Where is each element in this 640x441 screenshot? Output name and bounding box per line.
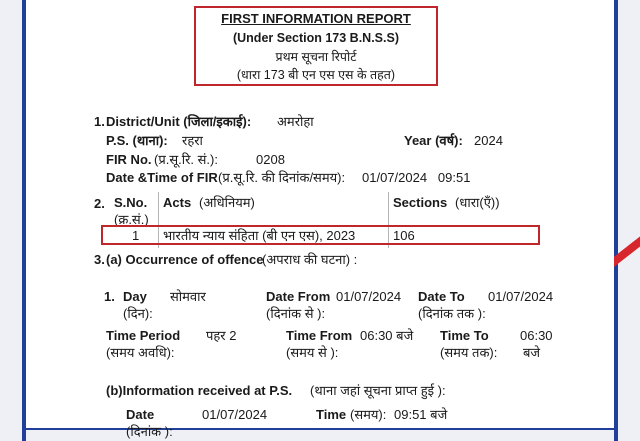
date-to-value: 01/07/2024 [488, 289, 554, 304]
info-date-value: 01/07/2024 [202, 407, 268, 422]
district-value: अमरोहा [277, 114, 314, 129]
year-value: 2024 [474, 133, 503, 148]
sno-header: S.No. [114, 195, 148, 210]
sections-header: Sections [393, 195, 448, 210]
time-to-suffix: बजे [523, 345, 541, 360]
date-to-label: Date To [418, 289, 465, 304]
fir-datetime-hindi-label: (प्र.सू.रि. की दिनांक/समय): [218, 170, 346, 185]
time-period-label: Time Period [106, 328, 181, 343]
act-row-sections: 106 [393, 228, 415, 243]
report-title: FIRST INFORMATION REPORT [221, 11, 411, 26]
time-to-value: 06:30 [520, 328, 553, 343]
occurrence-item-number: 1. [104, 289, 115, 304]
act-row-name: भारतीय न्याय संहिता (बी एन एस), 2023 [163, 228, 356, 243]
fir-no-value: 0208 [256, 152, 285, 167]
time-to-label: Time To [440, 328, 489, 343]
day-value: सोमवार [170, 289, 206, 304]
district-label: District/Unit (जिला/इकाई): [106, 114, 252, 129]
year-label: Year (वर्ष): [404, 133, 463, 148]
report-hindi-title: प्रथम सूचना रिपोर्ट [275, 50, 357, 64]
report-subtitle: (Under Section 173 B.N.S.S) [232, 31, 399, 45]
fir-no-hindi-label: (प्र.सू.रि. सं.): [154, 152, 218, 167]
fir-no-label: FIR No. [106, 152, 152, 167]
date-to-hindi-label: (दिनांक तक ): [418, 306, 486, 321]
section-1-number: 1. [94, 114, 105, 129]
sections-header-hindi: (धारा(एँ)) [455, 195, 500, 210]
occurrence-heading-hindi: (अपराध की घटना) : [262, 252, 358, 267]
info-received-heading: (b)Information received at P.S. [106, 383, 293, 398]
time-period-hindi-label: (समय अवधि): [106, 345, 175, 360]
section-2-number: 2. [94, 196, 105, 211]
ps-value: रहरा [182, 133, 203, 148]
frame-right-border [614, 0, 618, 441]
info-received-heading-hindi: (थाना जहां सूचना प्राप्त हुई ): [310, 383, 446, 398]
day-label: Day [123, 289, 147, 304]
act-row-sno: 1 [132, 228, 140, 243]
acts-header: Acts [163, 195, 192, 210]
frame-bottom-border [22, 428, 618, 430]
occurrence-heading: (a) Occurrence of offence [106, 252, 264, 267]
sno-header-hindi: (क्र.सं.) [114, 212, 149, 227]
info-time-value: 09:51 बजे [394, 407, 448, 422]
time-from-label: Time From [286, 328, 353, 343]
report-hindi-subtitle: (धारा 173 बी एन एस एस के तहत) [236, 68, 396, 82]
fir-datetime-label: Date &Time of FIR [106, 170, 218, 185]
time-from-value: 06:30 बजे [360, 328, 414, 343]
info-date-label: Date [126, 407, 155, 422]
fir-datetime-value: 01/07/2024 09:51 [362, 170, 471, 185]
time-period-value: पहर 2 [206, 328, 237, 343]
info-time-hindi-label: (समय): [350, 407, 387, 422]
time-to-hindi-label: (समय तक): [440, 345, 498, 360]
date-from-value: 01/07/2024 [336, 289, 402, 304]
info-date-hindi-label: (दिनांक ): [126, 424, 173, 439]
date-from-hindi-label: (दिनांक से ): [266, 306, 326, 321]
ps-label: P.S. (थाना): [106, 133, 168, 148]
acts-header-hindi: (अधिनियम) [199, 195, 255, 210]
time-from-hindi-label: (समय से ): [286, 345, 339, 360]
date-from-label: Date From [266, 289, 331, 304]
section-3-number: 3. [94, 252, 105, 267]
info-time-label: Time [316, 407, 347, 422]
day-hindi-label: (दिन): [123, 306, 153, 321]
